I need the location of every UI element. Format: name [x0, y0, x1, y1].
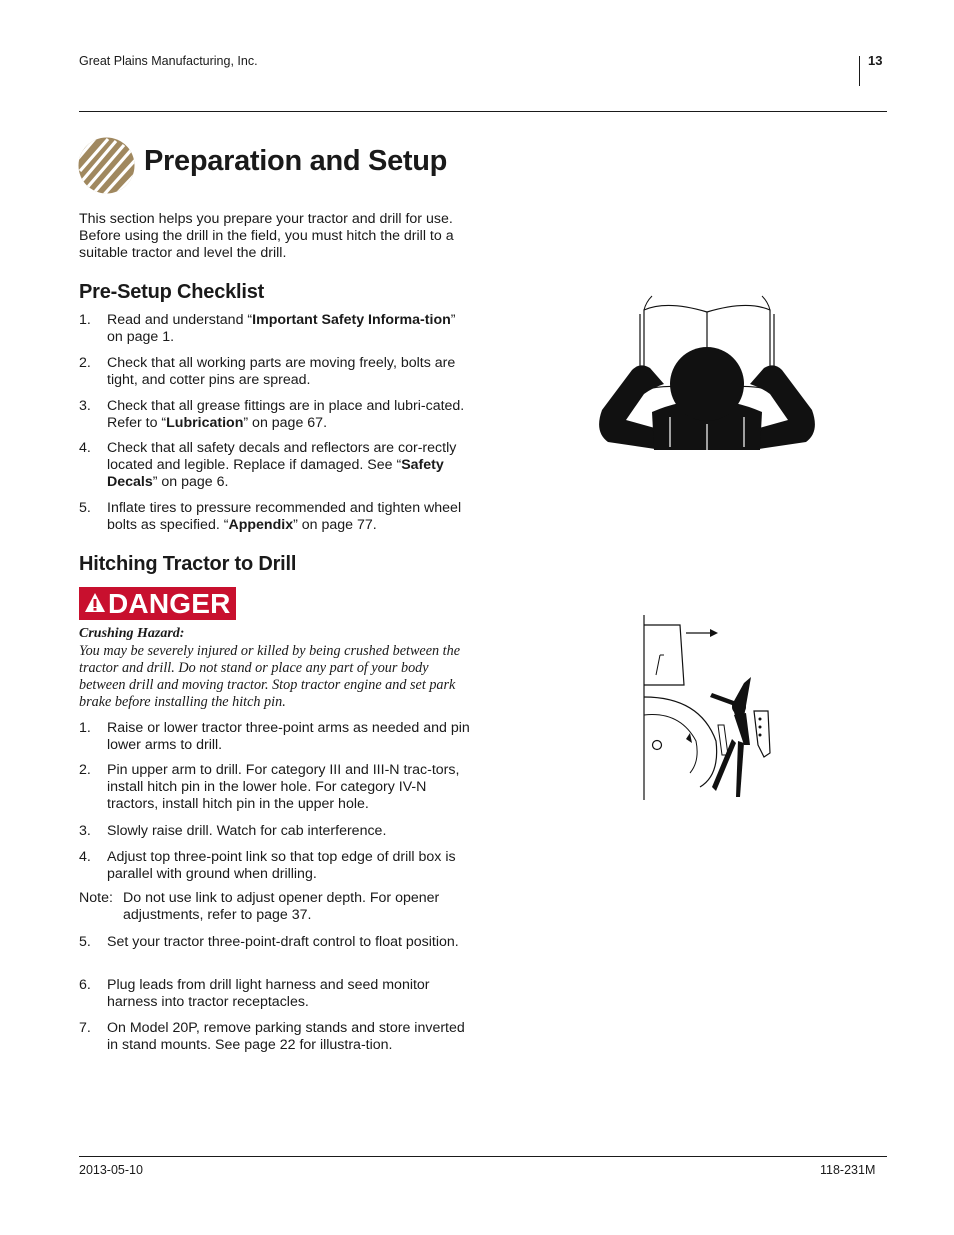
item-number: 4.: [79, 849, 91, 865]
item-text: Slowly raise drill. Watch for cab interference.: [107, 823, 387, 839]
item-text-post: ” on page 1.: [107, 312, 456, 345]
warning-triangle-icon: [84, 592, 106, 614]
item-text: [107, 500, 471, 534]
intro-paragraph: This section helps you prepare your tractor and drill for use. Before using the drill in the field, you must hitch the drill to a suitable tractor and level the drill.: [79, 211, 454, 261]
item-text: Pin upper arm to drill. For category III and III-N trac-tors, install hitch pin in the lower hole. For category IV-N tractors, install hitch pin in the upper hole.: [107, 762, 460, 812]
item-text: Raise or lower tractor three-point arms as needed and pin lower arms to drill.: [107, 720, 470, 753]
item-text-post: ” on page 67.: [243, 415, 328, 431]
item-number: 3.: [79, 823, 91, 839]
item-text-pre: Check that all safety decals and reflectors are cor-rectly located and legible. Replace if damaged. See “: [107, 440, 457, 473]
hitching-heading: Hitching Tractor to Drill: [79, 553, 297, 575]
item-text-pre: Read and understand “: [107, 312, 253, 328]
item-number: 2.: [79, 355, 91, 371]
item-number: 6.: [79, 977, 91, 993]
item-text: Plug leads from drill light harness and seed monitor harness into tractor receptacles.: [107, 977, 430, 1010]
item-text-bold: Safety Decals: [107, 457, 444, 490]
item-text-post: ” on page 77.: [293, 517, 377, 533]
item-number: 2.: [79, 762, 91, 778]
header-rule: [79, 111, 887, 112]
item-number: 1.: [79, 720, 91, 736]
header-divider: [859, 56, 860, 86]
item-number: 7.: [79, 1020, 91, 1036]
item-text: Adjust top three-point link so that top edge of drill box is parallel with ground when drilling.: [107, 849, 456, 882]
footer-doc-number: 118-231M: [820, 1163, 876, 1177]
item-text-pre: Check that all grease fittings are in place and lubri-cated. Refer to “: [107, 398, 465, 431]
item-text: [107, 440, 471, 491]
read-manual-icon: [592, 292, 822, 454]
hazard-text: You may be severely injured or killed by being crushed between the tractor and drill. Do not stand or place any part of your body between drill and moving tractor. Stop tractor engine and set park brake before installing the hitch pin.: [79, 643, 460, 710]
item-text: [107, 355, 471, 389]
item-text-bold: Appendix: [228, 517, 294, 533]
item-number: 5.: [79, 934, 91, 950]
footer-rule: [79, 1156, 887, 1157]
item-text-pre: Check that all working parts are moving freely, bolts are tight, and cotter pins are spread.: [107, 355, 456, 388]
item-text-pre: Inflate tires to pressure recommended and tighten wheel bolts as specified. “: [107, 500, 462, 533]
danger-badge: [79, 587, 236, 620]
checklist-heading: Pre-Setup Checklist: [79, 281, 265, 303]
item-text: [107, 312, 471, 346]
item-text: On Model 20P, remove parking stands and store inverted in stand mounts. See page 22 for illustra-tion.: [107, 1020, 465, 1053]
footer-date: 2013-05-10: [79, 1163, 143, 1177]
page-title: Preparation and Setup: [144, 145, 448, 177]
header-company: Great Plains Manufacturing, Inc.: [79, 54, 258, 68]
item-text-bold: Important Safety Informa-tion: [252, 312, 451, 328]
item-text-bold: Lubrication: [166, 415, 244, 431]
hazard-title: Crushing Hazard:: [79, 626, 185, 641]
great-plains-logo-icon: [78, 137, 135, 194]
danger-label: DANGER: [108, 588, 231, 619]
item-number: 3.: [79, 398, 91, 414]
page-number: 13: [868, 53, 883, 68]
item-text: Set your tractor three-point-draft control to float position.: [107, 934, 459, 950]
item-number: 4.: [79, 440, 91, 456]
item-text-post: ” on page 6.: [152, 474, 229, 490]
note-text: Do not use link to adjust opener depth. For opener adjustments, refer to page 37.: [123, 890, 440, 923]
note-label: Note:: [79, 890, 113, 906]
item-number: 5.: [79, 500, 91, 516]
item-number: 1.: [79, 312, 91, 328]
item-text: [107, 398, 471, 432]
crush-hazard-icon: [640, 615, 780, 800]
